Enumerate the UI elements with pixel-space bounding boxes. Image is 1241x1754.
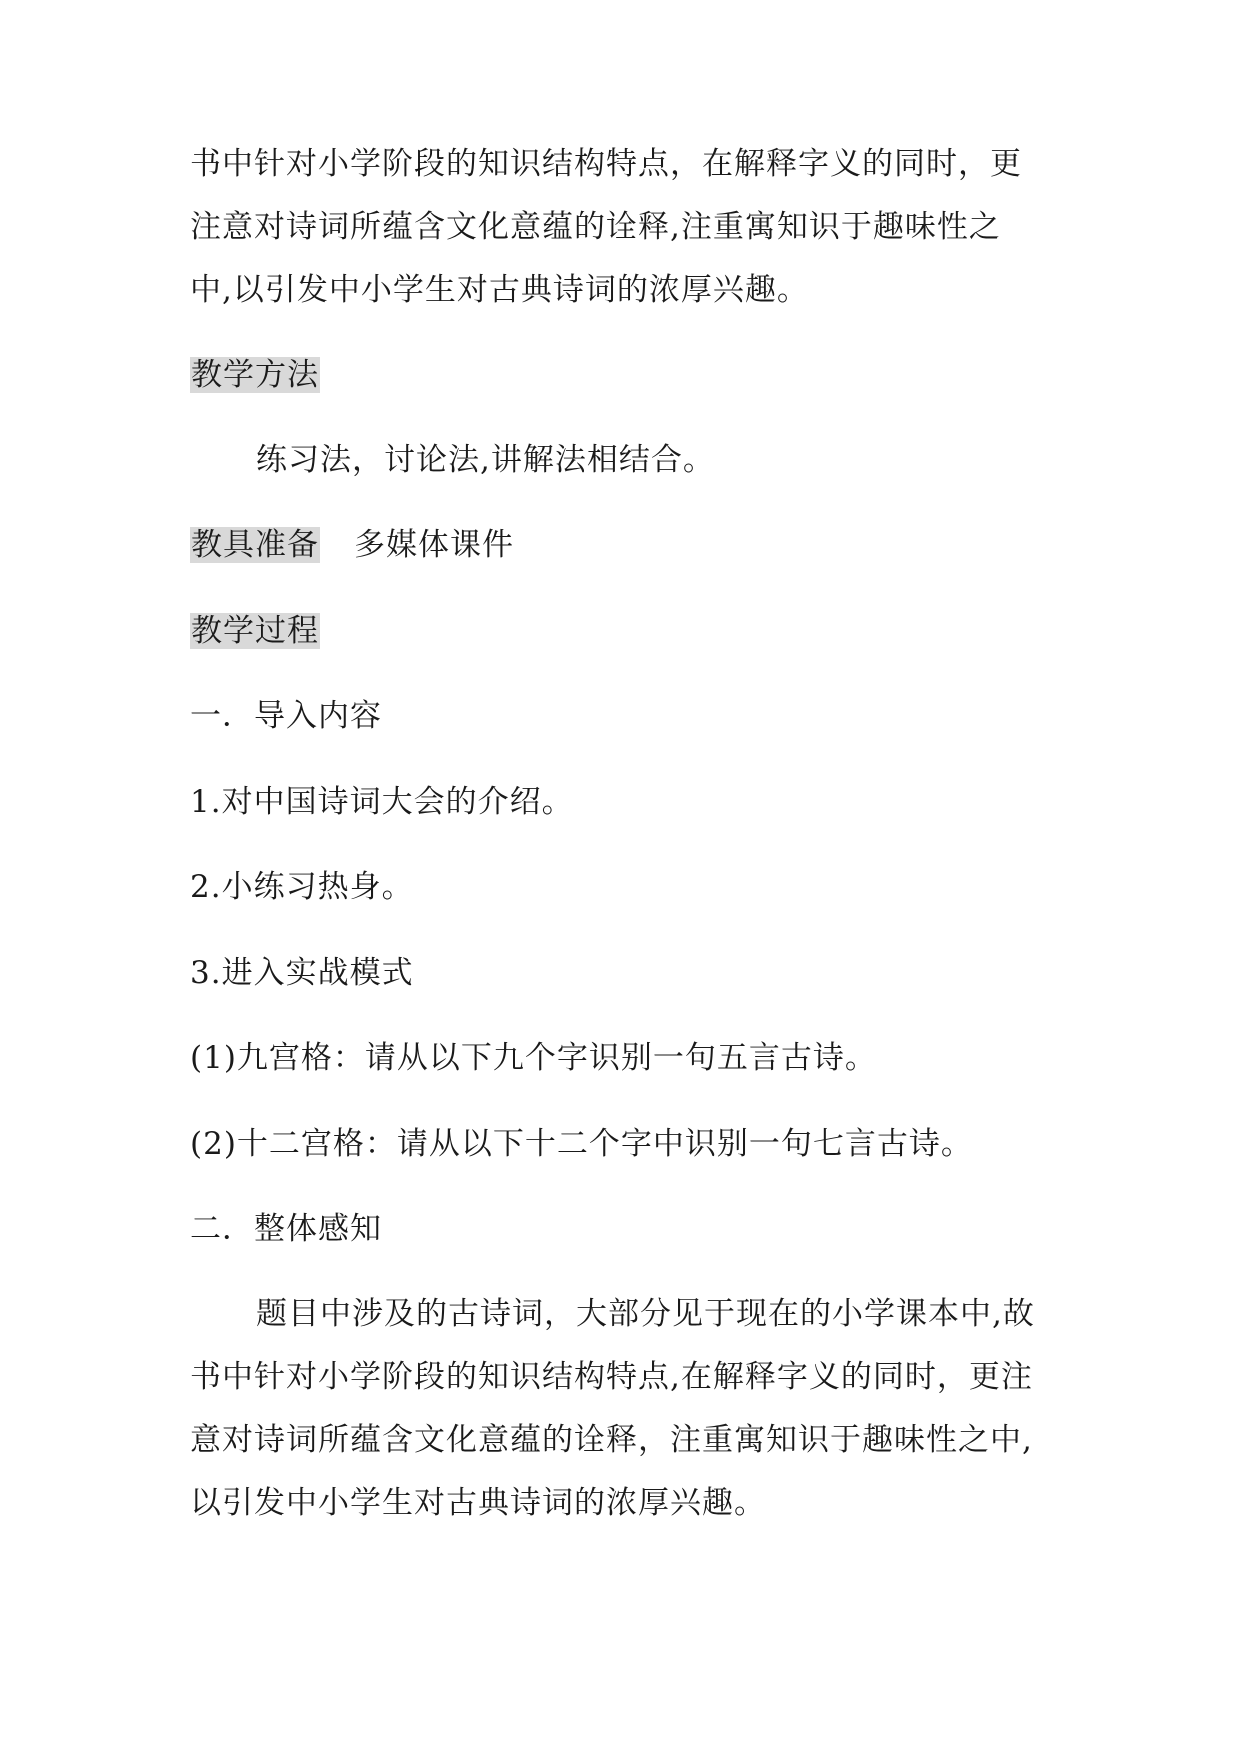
intro-line-1: 书中针对小学阶段的知识结构特点，在解释字义的同时，更 (190, 146, 1022, 182)
teaching-aids-content: 多媒体课件 (354, 527, 514, 563)
teaching-process-heading: 教学过程 (191, 613, 319, 649)
part-one-item-5: (2)十二宫格：请从以下十二个字中识别一句七言古诗。 (190, 1126, 973, 1162)
part-two-title: 二．整体感知 (190, 1211, 382, 1247)
teaching-process-row (190, 611, 1060, 651)
part-two-line-2: 书中针对小学阶段的知识结构特点,在解释字义的同时，更注 (190, 1359, 1033, 1395)
teaching-aids-row (190, 525, 1060, 565)
part-two-line-4: 以引发中小学生对古典诗词的浓厚兴趣。 (190, 1485, 766, 1521)
teaching-method-row (190, 355, 1060, 395)
intro-line-2: 注意对诗词所蕴含文化意蕴的诠释,注重寓知识于趣味性之 (190, 209, 1001, 245)
intro-line-3: 中,以引发中小学生对古典诗词的浓厚兴趣。 (190, 272, 809, 308)
part-one-item-3: 3.进入实战模式 (190, 955, 414, 991)
part-one-item-2: 2.小练习热身。 (190, 869, 414, 905)
part-one-item-4: (1)九宫格：请从以下九个字识别一句五言古诗。 (190, 1040, 877, 1076)
teaching-aids-heading: 教具准备 (191, 527, 319, 563)
part-two-line-1: 题目中涉及的古诗词，大部分见于现在的小学课本中,故 (256, 1296, 1035, 1332)
teaching-method-heading: 教学方法 (191, 357, 319, 393)
part-one-item-1: 1.对中国诗词大会的介绍。 (190, 784, 574, 820)
teaching-method-content: 练习法，讨论法,讲解法相结合。 (256, 442, 715, 478)
part-two-line-3: 意对诗词所蕴含文化意蕴的诠释，注重寓知识于趣味性之中, (190, 1422, 1033, 1458)
part-one-title: 一．导入内容 (190, 698, 382, 734)
